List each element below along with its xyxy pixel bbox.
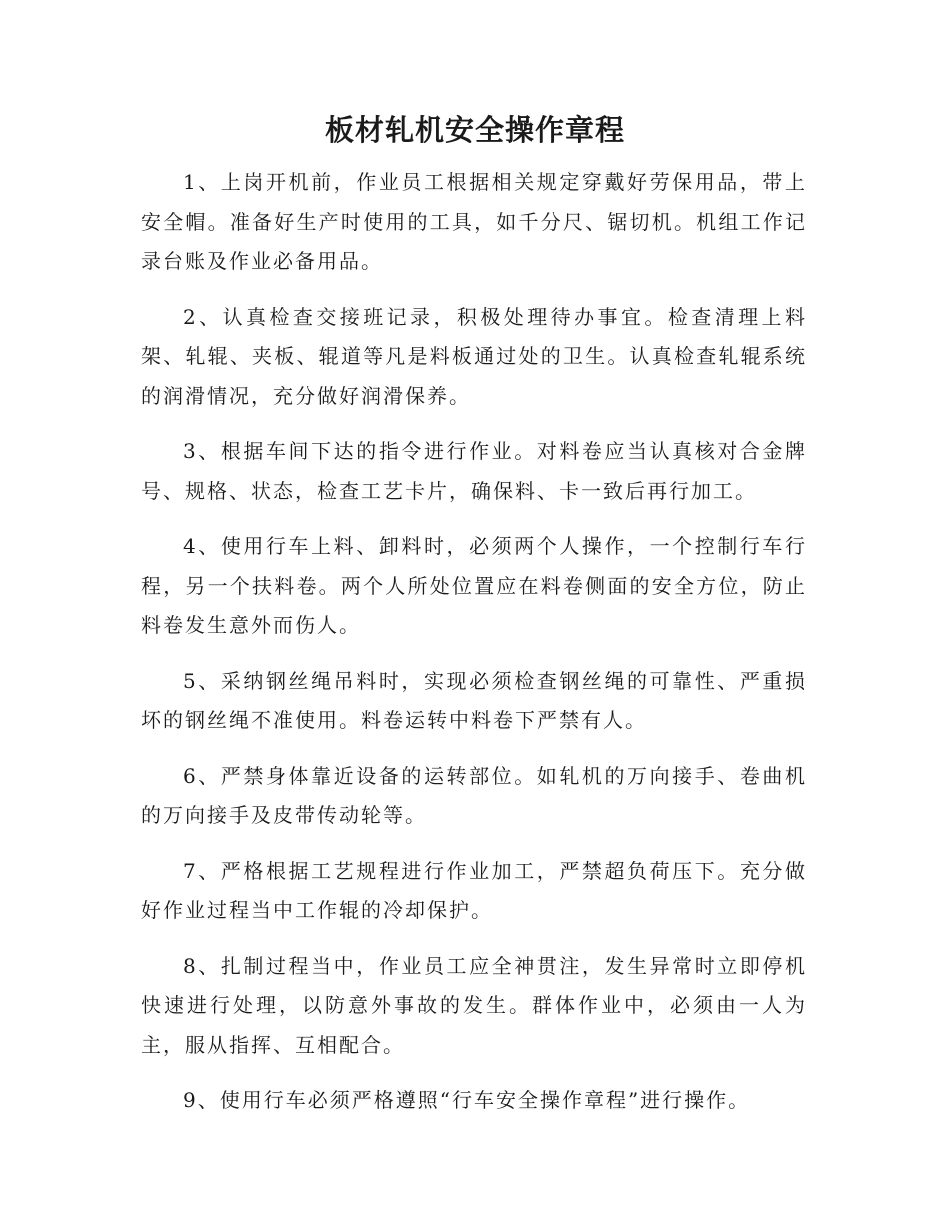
paragraph-4: 4、使用行车上料、卸料时，必须两个人操作，一个控制行车行程，另一个扶料卷。两个人所处位置应在料卷侧面的安全方位，防止料卷发生意外而伤人。 (141, 534, 807, 637)
paragraph-1: 1、上岗开机前，作业员工根据相关规定穿戴好劳保用品，带上安全帽。准备好生产时使用的工具，如千分尺、锯切机。机组工作记录台账及作业必备用品。 (141, 170, 807, 273)
paragraph-3: 3、根据车间下达的指令进行作业。对料卷应当认真核对合金牌号、规格、状态，检查工艺卡片，确保料、卡一致后再行加工。 (141, 439, 807, 503)
paragraph-7: 7、严格根据工艺规程进行作业加工，严禁超负荷压下。充分做好作业过程当中工作辊的冷却保护。 (141, 858, 807, 922)
paragraph-8: 8、扎制过程当中，作业员工应全神贯注，发生异常时立即停机快速进行处理，以防意外事故的发生。群体作业中，必须由一人为主，服从指挥、互相配合。 (141, 953, 807, 1057)
paragraph-9: 9、使用行车必须严格遵照“行车安全操作章程”进行操作。 (183, 1088, 751, 1112)
paragraph-5: 5、采纳钢丝绳吊料时，实现必须检查钢丝绳的可靠性、严重损坏的钢丝绳不准使用。料卷运转中料卷下严禁有人。 (141, 668, 807, 732)
paragraph-6: 6、严禁身体靠近设备的运转部位。如轧机的万向接手、卷曲机的万向接手及皮带传动轮等。 (141, 763, 807, 827)
document-body (141, 163, 807, 1137)
paragraph-2: 2、认真检查交接班记录，积极处理待办事宜。检查清理上料架、轧辊、夹板、辊道等凡是料板通过处的卫生。认真检查轧辊系统的润滑情况，充分做好润滑保养。 (141, 304, 807, 408)
document-title: 板材轧机安全操作章程 (324, 113, 625, 147)
